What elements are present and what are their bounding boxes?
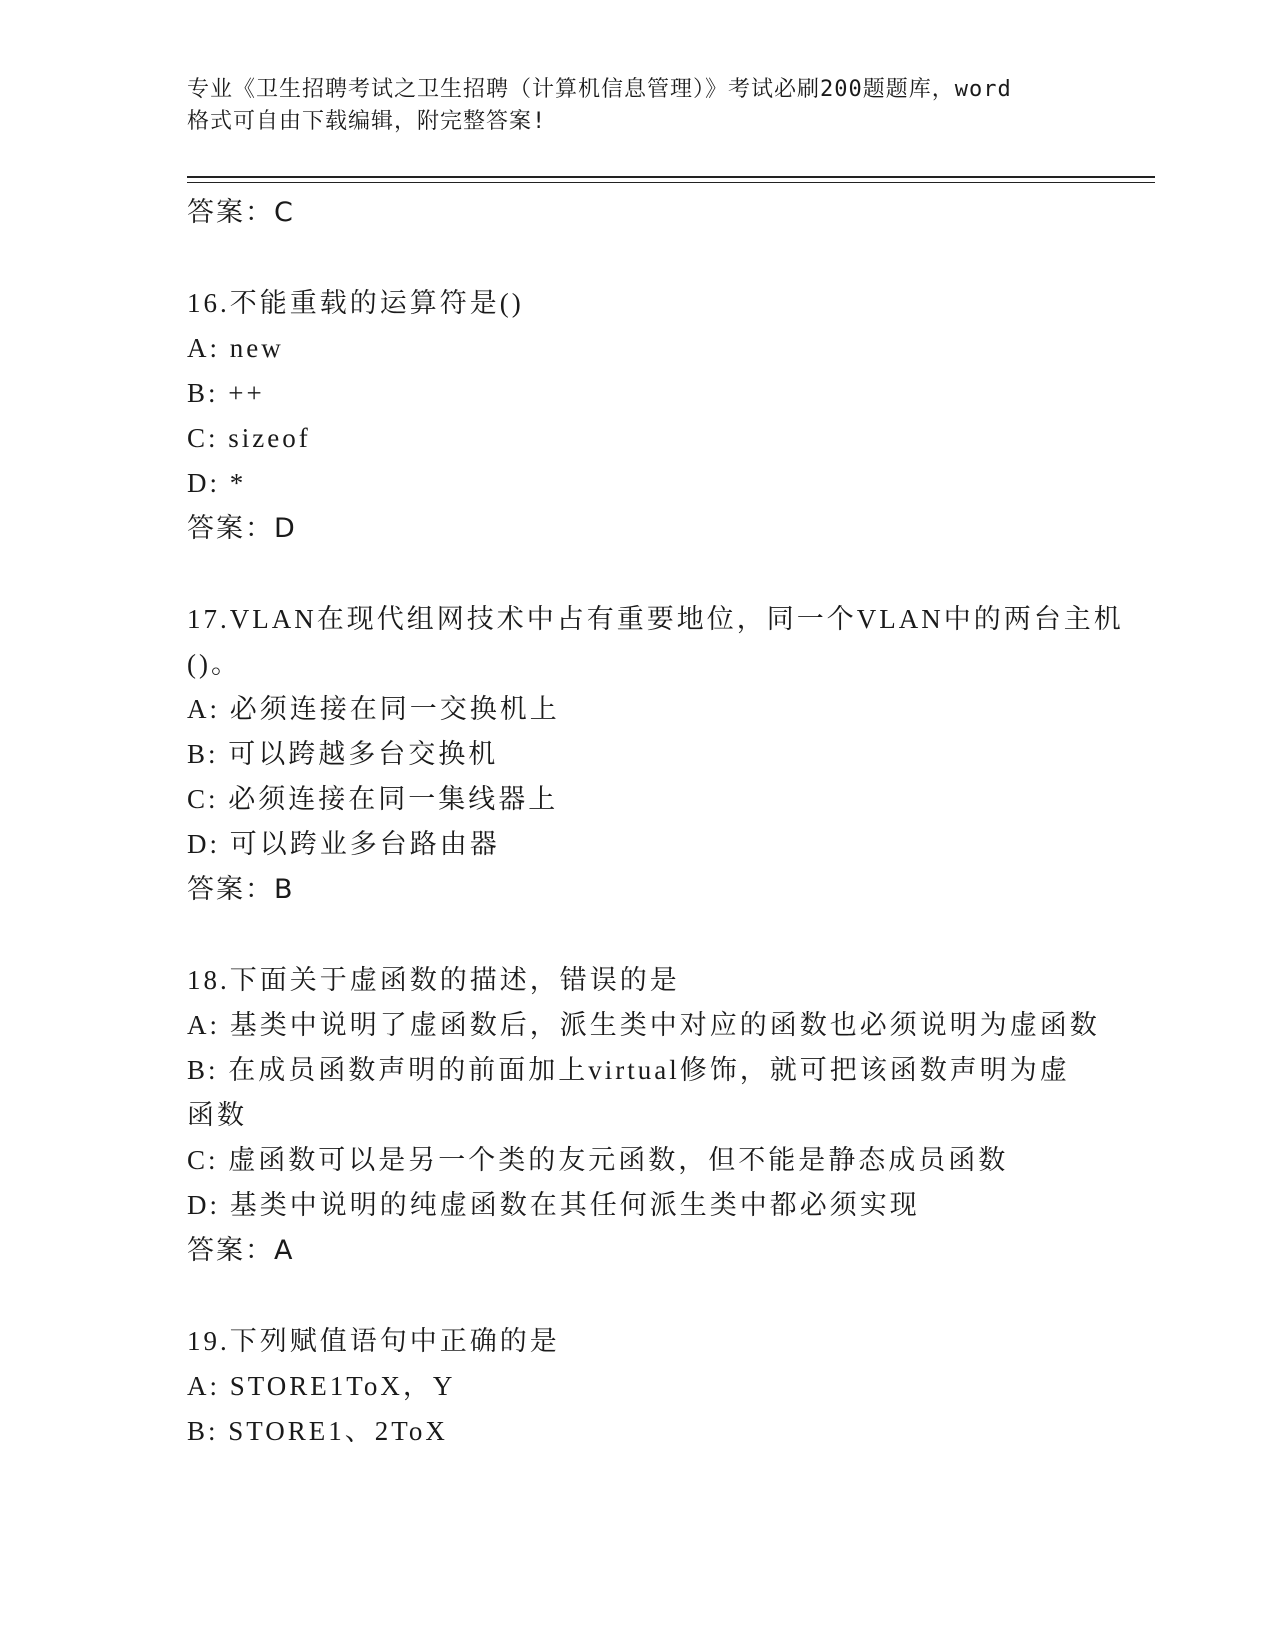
option-c: C: 虚函数可以是另一个类的友元函数，但不能是静态成员函数 xyxy=(187,1145,1009,1175)
question-18 xyxy=(187,958,1100,1273)
question-text-line-2: ()。 xyxy=(187,649,241,679)
option-d: D: * xyxy=(187,468,247,498)
option-b: B: 可以跨越多台交换机 xyxy=(187,739,499,769)
option-d: D: 基类中说明的纯虚函数在其任何派生类中都必须实现 xyxy=(187,1190,920,1220)
answer-label: 答案：C xyxy=(187,197,295,228)
question-text-line-1: 17.VLAN在现代组网技术中占有重要地位，同一个VLAN中的两台主机 xyxy=(187,604,1124,634)
spacer xyxy=(187,912,1087,958)
question-15-tail xyxy=(187,190,1087,235)
answer-label: 答案：A xyxy=(187,1235,295,1266)
option-a: A: 基类中说明了虚函数后，派生类中对应的函数也必须说明为虚函数 xyxy=(187,1010,1100,1040)
option-c: C: 必须连接在同一集线器上 xyxy=(187,784,559,814)
question-text: 19.下列赋值语句中正确的是 xyxy=(187,1326,560,1356)
answer-label: 答案：D xyxy=(187,513,297,544)
option-b-continued: 函数 xyxy=(187,1100,247,1130)
spacer xyxy=(187,1273,1087,1319)
option-a: A: 必须连接在同一交换机上 xyxy=(187,694,560,724)
option-c: C: sizeof xyxy=(187,423,311,453)
spacer xyxy=(187,235,1087,281)
option-b: B: 在成员函数声明的前面加上virtual修饰，就可把该函数声明为虚 xyxy=(187,1055,1070,1085)
header-line-1: 专业《卫生招聘考试之卫生招聘（计算机信息管理）》考试必刷200题题库，word xyxy=(187,77,1012,102)
question-text: 18.下面关于虚函数的描述，错误的是 xyxy=(187,965,680,995)
question-list xyxy=(187,190,1124,1454)
option-d: D: 可以跨业多台路由器 xyxy=(187,829,500,859)
question-text: 16.不能重载的运算符是() xyxy=(187,288,524,318)
answer-label: 答案：B xyxy=(187,874,295,905)
question-19 xyxy=(187,1319,1087,1454)
option-a: A: new xyxy=(187,333,284,363)
question-17 xyxy=(187,597,1124,912)
document-header xyxy=(187,74,1087,138)
option-b: B: ++ xyxy=(187,378,265,408)
header-divider-thick xyxy=(187,176,1155,178)
spacer xyxy=(187,551,1087,597)
option-b: B: STORE1、2ToX xyxy=(187,1416,448,1446)
header-divider-thin xyxy=(187,182,1155,183)
header-line-2: 格式可自由下载编辑，附完整答案! xyxy=(187,109,547,134)
option-a: A: STORE1ToX，Y xyxy=(187,1371,456,1401)
question-16 xyxy=(187,281,1087,551)
